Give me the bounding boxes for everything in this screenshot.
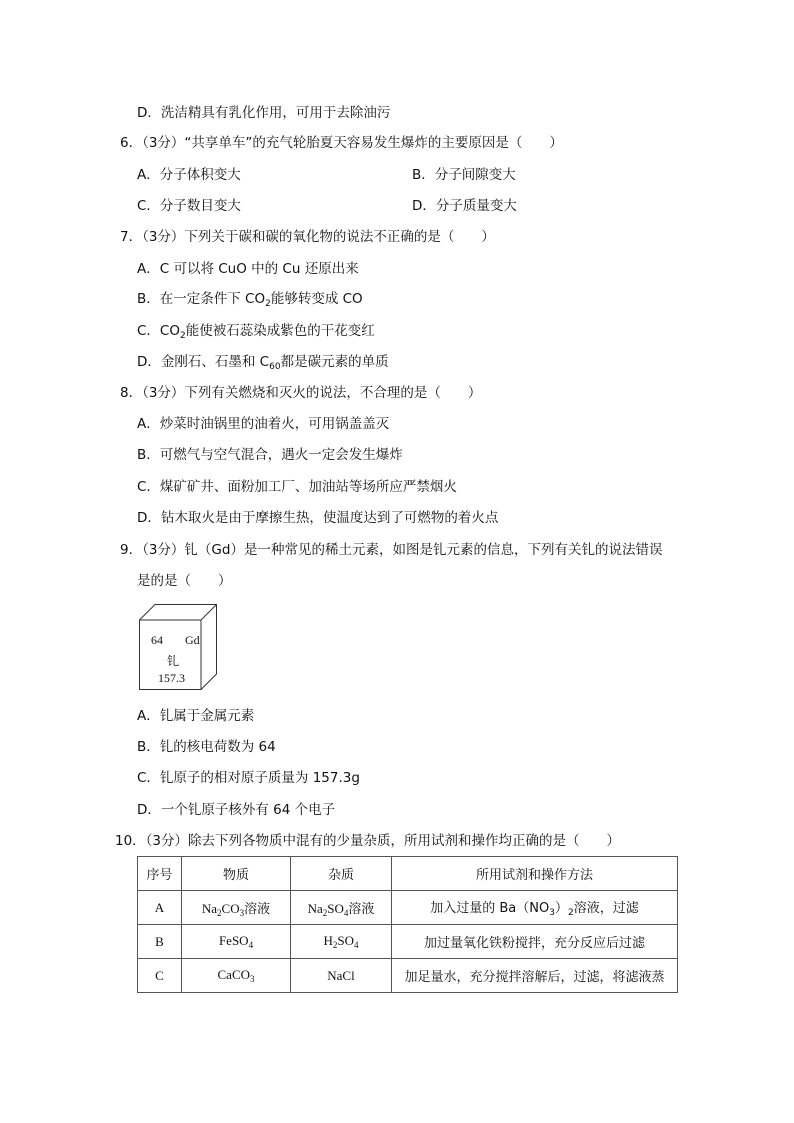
q7-option-b-subscript: 2: [265, 299, 271, 309]
row-substance: [182, 925, 291, 959]
q7-option-b-text: B．在一定条件下 CO: [137, 291, 266, 307]
element-cell-figure: [139, 604, 217, 690]
formula-part: Na: [307, 900, 323, 916]
q7-option-c-subscript: 2: [179, 331, 186, 341]
row-impurity: NaCl: [291, 959, 392, 993]
table-row: [138, 959, 678, 993]
q5-option-d: D．洗洁精具有乳化作用，可用于去除油污: [137, 105, 391, 121]
q6-option-b: B．分子间隙变大: [412, 167, 516, 183]
method-part: ）: [554, 901, 568, 916]
row-substance: [182, 891, 291, 925]
q6-stem: 6．（3分）“共享单车”的充气轮胎夏天容易发生爆炸的主要原因是（ ）: [120, 135, 563, 151]
formula-subscript: 3: [250, 974, 255, 984]
q9-option-a: A．钆属于金属元素: [137, 708, 255, 724]
q7-option-d-subscript: 60: [269, 362, 281, 372]
formula-part: SO: [327, 900, 344, 916]
formula-part: Na: [201, 900, 218, 916]
q8-option-d: D．钻木取火是由于摩擦生热，使温度达到了可燃物的着火点: [137, 510, 499, 526]
table-header-row: [138, 857, 678, 891]
formula-subscript: 2: [332, 940, 338, 950]
table-row: [138, 891, 678, 925]
q9-option-b: B．钆的核电荷数为 64: [137, 739, 276, 755]
formula-part: CaCO: [217, 967, 250, 982]
q7-option-c: [137, 322, 375, 345]
q9-option-c: C．钆原子的相对原子质量为 157.3g: [137, 770, 360, 786]
formula-subscript: 2: [217, 907, 222, 918]
table-row: [138, 925, 678, 959]
method-subscript: 3: [549, 908, 555, 918]
formula-part: 溶液: [348, 900, 375, 916]
formula-subscript: 4: [248, 940, 254, 950]
row-impurity: [291, 891, 392, 925]
row-method: [392, 891, 678, 925]
q6-option-c: C．分子数目变大: [137, 198, 241, 214]
formula-part: FeSO: [218, 933, 249, 948]
formula-part: SO: [337, 933, 354, 948]
formula-subscript: 3: [239, 907, 245, 918]
formula-part: 溶液: [244, 900, 271, 916]
atomic-mass: 157.3: [158, 671, 185, 685]
method-subscript: 2: [567, 908, 574, 918]
impurity-removal-table: [137, 856, 678, 993]
q7-option-a: A．C 可以将 CuO 中的 Cu 还原出来: [137, 261, 359, 277]
row-method: 加足量水，充分搅拌溶解后，过滤，将滤液蒸: [392, 959, 678, 993]
q7-option-b: [137, 290, 363, 313]
q9-stem-line2: 是的是（ ）: [137, 573, 232, 589]
q7-option-d-text: D．金刚石、石墨和 C: [137, 354, 270, 370]
q7-option-d: [137, 353, 389, 376]
formula-part: CO: [221, 900, 240, 916]
header-substance: 物质: [182, 857, 291, 891]
header-id: 序号: [138, 857, 182, 891]
q8-stem: 8．（3分）下列有关燃烧和灭火的说法，不合理的是（ ）: [120, 385, 482, 401]
header-method: 所用试剂和操作方法: [392, 857, 678, 891]
method-part: 加入过量的 Ba（NO: [430, 901, 550, 916]
row-id: C: [138, 959, 182, 993]
q6-option-a: A．分子体积变大: [137, 167, 241, 183]
q8-option-a: A．炒菜时油锅里的油着火，可用锅盖盖灭: [137, 416, 390, 432]
q7-option-d-text-end: 都是碳元素的单质: [280, 354, 389, 370]
row-method: 加过量氧化铁粉搅拌，充分反应后过滤: [392, 925, 678, 959]
q7-option-b-text-end: 能够转变成 CO: [270, 291, 363, 307]
row-id: A: [138, 891, 182, 925]
row-id: B: [138, 925, 182, 959]
element-symbol: Gd: [185, 633, 200, 647]
q9-stem-line1: 9．（3分）钆（Gd）是一种常见的稀土元素，如图是钆元素的信息，下列有关钆的说法错误: [120, 542, 663, 558]
q7-option-c-text: C．CO: [137, 323, 180, 339]
formula-subscript: 4: [343, 907, 349, 918]
q8-option-b: B．可燃气与空气混合，遇火一定会发生爆炸: [137, 447, 403, 463]
q8-option-c: C．煤矿矿井、面粉加工厂、加油站等场所应严禁烟火: [137, 479, 457, 495]
header-impurity: 杂质: [291, 857, 392, 891]
q7-option-c-text-end: 能使被石蕊染成紫色的干花变红: [185, 323, 375, 339]
q9-option-d: D．一个钆原子核外有 64 个电子: [137, 802, 336, 818]
formula-subscript: 2: [322, 907, 328, 918]
row-impurity: [291, 925, 392, 959]
atomic-number: 64: [151, 633, 163, 647]
formula-part: H: [323, 933, 333, 948]
element-name: 钆: [167, 654, 180, 668]
formula-subscript: 4: [354, 940, 359, 950]
method-part: 溶液，过滤: [573, 901, 639, 916]
q10-stem: 10．（3分）除去下列各物质中混有的少量杂质，所用试剂和操作均正确的是（ ）: [115, 833, 621, 849]
q7-stem: 7．（3分）下列关于碳和碳的氧化物的说法不正确的是（ ）: [120, 229, 495, 245]
q6-option-d: D．分子质量变大: [412, 198, 517, 214]
row-substance: [182, 959, 291, 993]
